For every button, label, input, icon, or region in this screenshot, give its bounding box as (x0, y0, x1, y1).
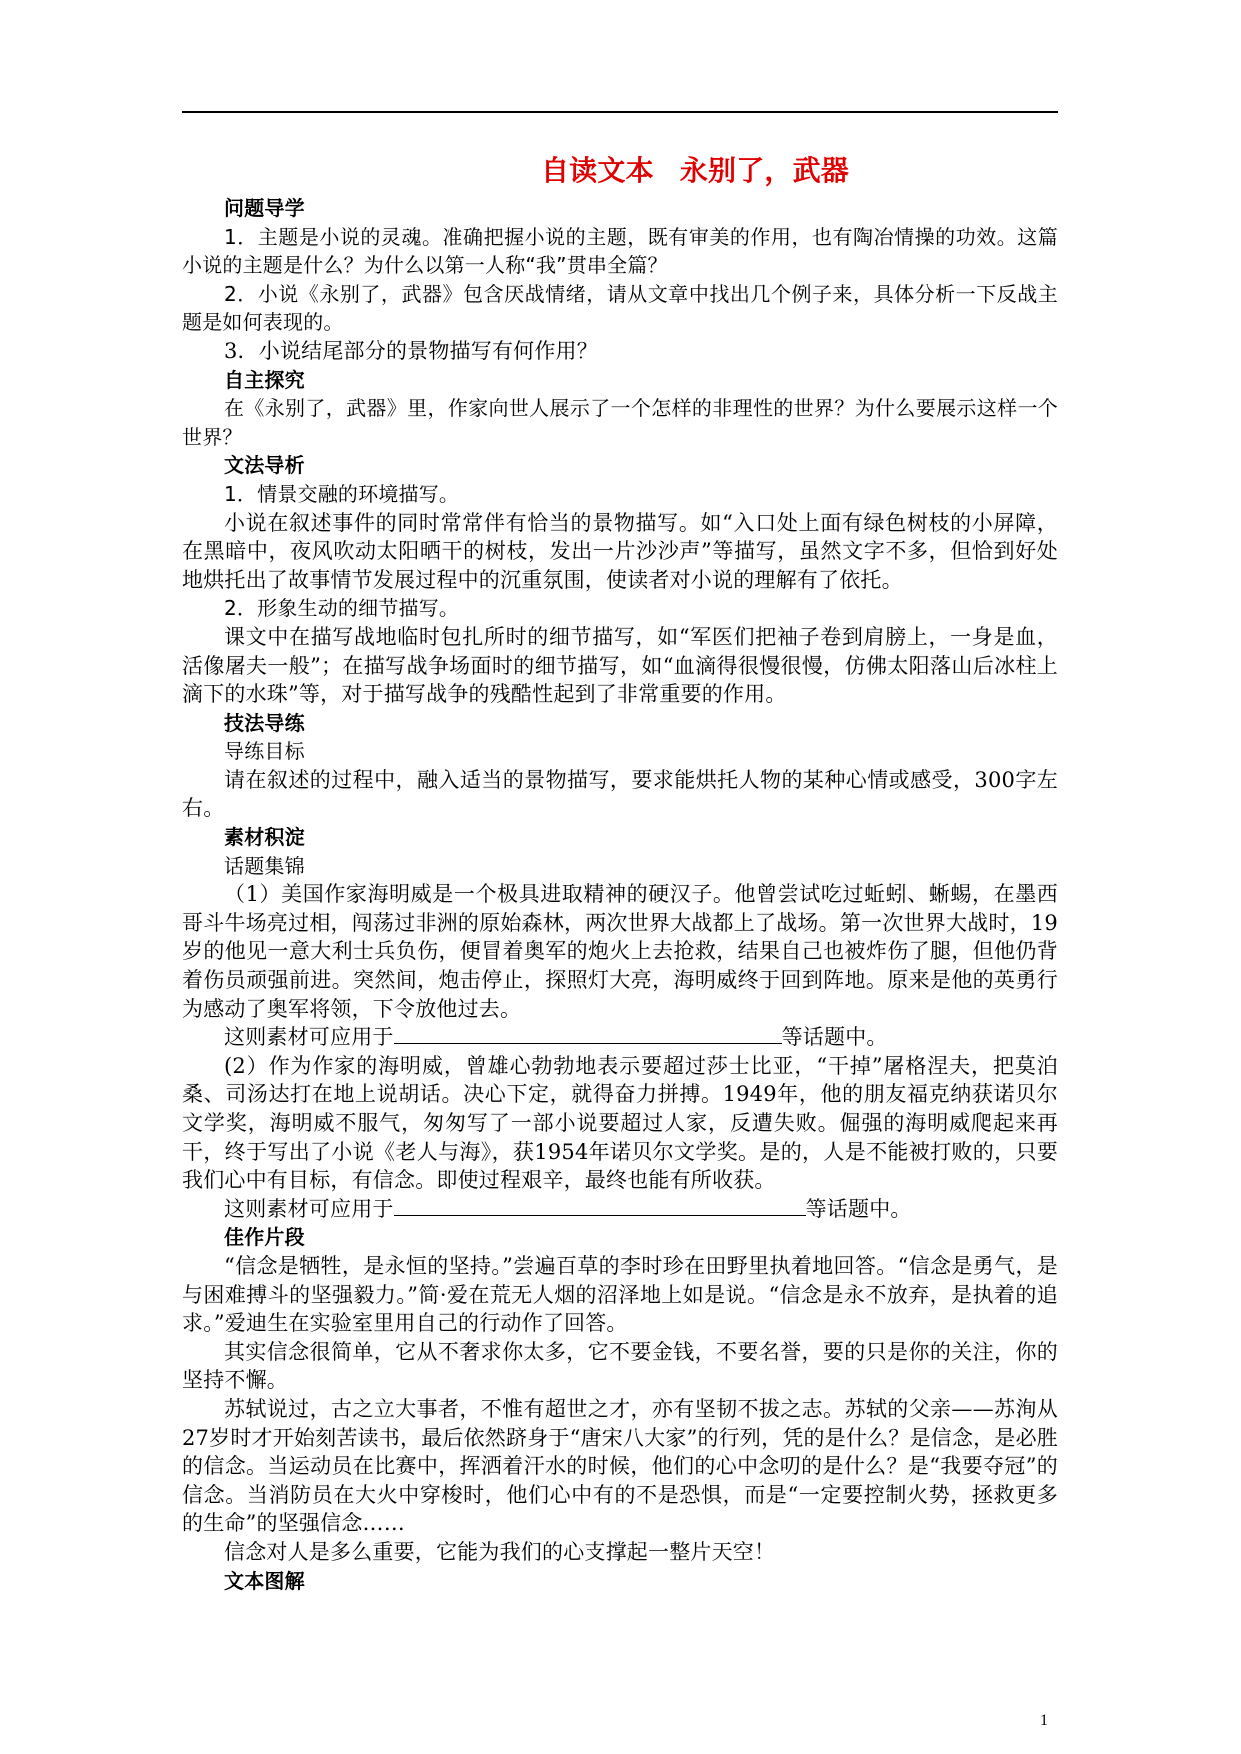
fill-blank-1[interactable] (394, 1023, 782, 1044)
excerpt-paragraph-1: “信念是牺牲，是永恒的坚持。”尝遍百草的李时珍在田野里执着地回答。“信念是勇气，是与困难搏斗的坚强毅力。”简·爱在荒无人烟的沼泽地上如是说。“信念是永不放弃，是执着的追求。”爱迪生在实验室里用自己的行动作了回答。 (182, 1253, 1058, 1336)
title-part2: 永别了，武器 (679, 154, 849, 187)
wenfa-sub-2: 2．形象生动的细节描写。 (224, 596, 460, 621)
page-number: 1 (1040, 1712, 1048, 1729)
jifa-sub: 导练目标 (224, 739, 305, 764)
fill-1-prefix: 这则素材可应用于 (224, 1025, 394, 1050)
header-rule (182, 111, 1058, 113)
material-2: (2）作为作家的海明威，曾雄心勃勃地表示要超过莎士比亚，“干掉”屠格涅夫，把莫泊桑、司汤达打在地上说胡话。决心下定，就得奋力拼搏。1949年，他的朋友福克纳获诺贝尔文学奖，海明威不服气，匆匆写了一部小说要超过人家，反遭失败。倔强的海明威爬起来再干，终于写出了小说《老人与海》，获1954年诺贝尔文学奖。是的，人是不能被打败的，只要我们心中有目标，有信念。即使过程艰辛，最终也能有所收获。 (182, 1053, 1058, 1193)
section-heading-zizhu: 自主探究 (224, 367, 305, 392)
wenfa-text-1: 小说在叙述事件的同时常常伴有恰当的景物描写。如“入口处上面有绿色树枝的小屏障，在黑暗中，夜风吹动太阳晒干的树枝，发出一片沙沙声”等描写，虽然文字不多，但恰到好处地烘托出了故事情节发展过程中的沉重氛围，使读者对小说的理解有了依托。 (182, 510, 1058, 592)
wenfa-sub-1: 1．情景交融的环境描写。 (224, 481, 460, 506)
excerpt-paragraph-2: 其实信念很简单，它从不奢求你太多，它不要金钱，不要名誉，要的只是你的关注，你的坚持不懈。 (182, 1339, 1058, 1393)
fill-line-2 (182, 1195, 1058, 1224)
fill-1-suffix: 等话题中。 (781, 1025, 888, 1050)
excerpt-paragraph-4: 信念对人是多么重要，它能为我们的心支撑起一整片天空！ (224, 1539, 776, 1564)
section-heading-wenti: 问题导学 (224, 196, 305, 220)
wenfa-text-2: 课文中在描写战地临时包扎所时的细节描写，如“军医们把袖子卷到肩膀上，一身是血，活像屠夫一般”；在描写战争场面时的细节描写，如“血滴得很慢很慢，仿佛太阳落山后冰柱上滴下的水珠”等，对于描写战争的残酷性起到了非常重要的作用。 (182, 624, 1058, 707)
explore-text: 在《永别了，武器》里，作家向世人展示了一个怎样的非理性的世界？为什么要展示这样一个世界？ (182, 396, 1058, 449)
section-heading-sucai: 素材积淀 (224, 825, 305, 850)
question-2: 2．小说《永别了，武器》包含厌战情绪，请从文章中找出几个例子来，具体分析一下反战主题是如何表现的。 (182, 281, 1058, 335)
question-1: 1．主题是小说的灵魂。准确把握小说的主题，既有审美的作用，也有陶冶情操的功效。这篇小说的主题是什么？为什么以第一人称“我”贯串全篇？ (182, 224, 1058, 278)
section-heading-wenfa: 文法导析 (224, 453, 305, 478)
sucai-sub: 话题集锦 (224, 853, 305, 878)
fill-2-suffix: 等话题中。 (805, 1196, 912, 1221)
document-body (182, 150, 1058, 1595)
fill-line-1 (182, 1023, 1058, 1052)
section-heading-jiazuo: 佳作片段 (224, 1225, 305, 1250)
fill-blank-2[interactable] (394, 1195, 806, 1216)
fill-2-prefix: 这则素材可应用于 (224, 1196, 394, 1221)
section-heading-jifa: 技法导练 (224, 710, 305, 735)
excerpt-paragraph-3: 苏轼说过，古之立大事者，不惟有超世之才，亦有坚韧不拔之志。苏轼的父亲——苏洵从27岁时才开始刻苦读书，最后依然跻身于“唐宋八大家”的行列，凭的是什么？是信念，是必胜的信念。当运动员在比赛中，挥洒着汗水的时候，他们的心中念叨的是什么？是“我要夺冠”的信念。当消防员在大火中穿梭时，他们心中有的不是恐惧，而是“一定要控制火势，拯救更多的生命”的坚强信念…… (182, 1396, 1058, 1536)
jifa-text: 请在叙述的过程中，融入适当的景物描写，要求能烘托人物的某种心情或感受，300字左右。 (182, 767, 1058, 821)
section-heading-tujie: 文本图解 (224, 1568, 305, 1593)
title-part1: 自读文本 (540, 154, 654, 187)
material-1: （1）美国作家海明威是一个极具进取精神的硬汉子。他曾尝试吃过蚯蚓、蜥蜴，在墨西哥斗牛场亮过相，闯荡过非洲的原始森林，两次世界大战都上了战场。第一次世界大战时，19岁的他见一意大利士兵负伤，便冒着奥军的炮火上去抢救，结果自己也被炸伤了腿，但他仍背着伤员顽强前进。突然间，炮击停止，探照灯大亮，海明威终于回到阵地。原来是他的英勇行为感动了奥军将领，下令放他过去。 (182, 882, 1058, 1021)
page-title (182, 150, 1058, 192)
question-3: 3．小说结尾部分的景物描写有何作用？ (224, 338, 598, 363)
